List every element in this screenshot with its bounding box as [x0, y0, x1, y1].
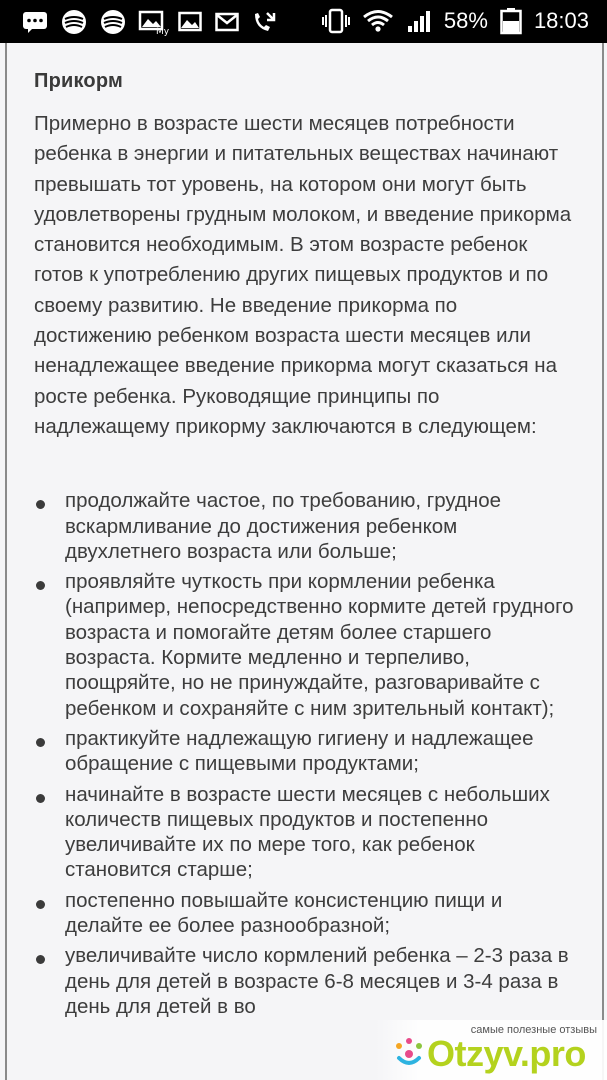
right-edge-line	[602, 43, 604, 1080]
list-item	[34, 726, 574, 777]
signal-icon	[406, 9, 432, 33]
battery-icon	[500, 7, 522, 35]
image-icon	[178, 11, 202, 33]
watermark	[375, 1020, 607, 1080]
svg-text:My: My	[156, 27, 170, 37]
watermark-caption: самые полезные отзывы	[470, 1024, 597, 1036]
bullet-icon	[36, 738, 45, 747]
list-item-text: начинайте в возрасте шести месяцев с небольших количеств пищевых продуктов и постепенно увеличивайте их по мере того, как ребенок становится старше;	[65, 782, 550, 882]
list-item	[34, 943, 574, 1019]
list-item-text: проявляйте чуткость при кормлении ребенка (например, непосредственно кормите детей грудного возраста и помогайте детям более старшего возраста. Кормите медленно и терпеливо, поощряйте, но не принуждайте, разговаривайте с ребенком и сохраняйте с ним зрительный контакт);	[65, 570, 574, 720]
clock: 18:03	[533, 8, 589, 33]
bank-app-icon-2	[100, 9, 126, 35]
list-item	[34, 488, 574, 564]
system-status-icons	[322, 7, 589, 35]
bank-app-icon	[61, 9, 87, 35]
list-item-text: практикуйте надлежащую гигиену и надлежащее обращение с пищевыми продуктами;	[65, 726, 534, 776]
chat-notification-icon	[22, 11, 48, 33]
guidelines-list	[34, 488, 574, 1019]
list-item-text: увеличивайте число кормлений ребенка – 2-3 раза в день для детей в возрасте 6-8 месяцев и 3-4 раза в день для детей в во	[65, 944, 569, 1018]
list-item	[34, 888, 574, 939]
intro-paragraph: Примерно в возрасте шести месяцев потребности ребенка в энергии и питательных веществах начинают превышать тот уровень, на котором они могут быть удовлетворены грудным молоком, и введение прикорма становится необходимым. В этом возрасте ребенок готов к употреблению других пищевых продуктов и по своему развитию. Не введение прикорма по достижению ребенком возраста шести месяцев или ненадлежащее введение прикорма могут сказаться на росте ребенка. Руководящие принципы по надлежащему прикорму заключаются в следующем:	[34, 112, 572, 438]
wifi-icon	[362, 9, 394, 33]
call-forwarding-icon	[252, 10, 278, 34]
bullet-icon	[36, 955, 45, 964]
notification-icons	[22, 9, 278, 35]
article	[34, 70, 574, 1024]
watermark-smiley-icon	[391, 1036, 427, 1077]
status-bar	[0, 0, 607, 43]
watermark-logo: Otzyv.pro	[427, 1033, 586, 1074]
gallery-account-icon	[139, 10, 170, 37]
bullet-icon	[36, 900, 45, 909]
list-item	[34, 782, 574, 883]
vibrate-icon	[322, 8, 350, 34]
list-item-text: постепенно повышайте консистенцию пищи и делайте ее более разнообразной;	[65, 888, 503, 938]
list-item-text: продолжайте частое, по требованию, грудное вскармливание до достижения ребенком двухлетнего возраста или больше;	[65, 489, 502, 563]
mail-icon	[215, 12, 239, 32]
list-item	[34, 569, 574, 721]
left-edge-line	[5, 43, 7, 1080]
battery-percent: 58%	[443, 8, 488, 33]
bullet-icon	[36, 581, 45, 590]
section-heading: Прикорм	[34, 70, 123, 92]
bullet-icon	[36, 794, 45, 803]
bullet-icon	[36, 500, 45, 509]
